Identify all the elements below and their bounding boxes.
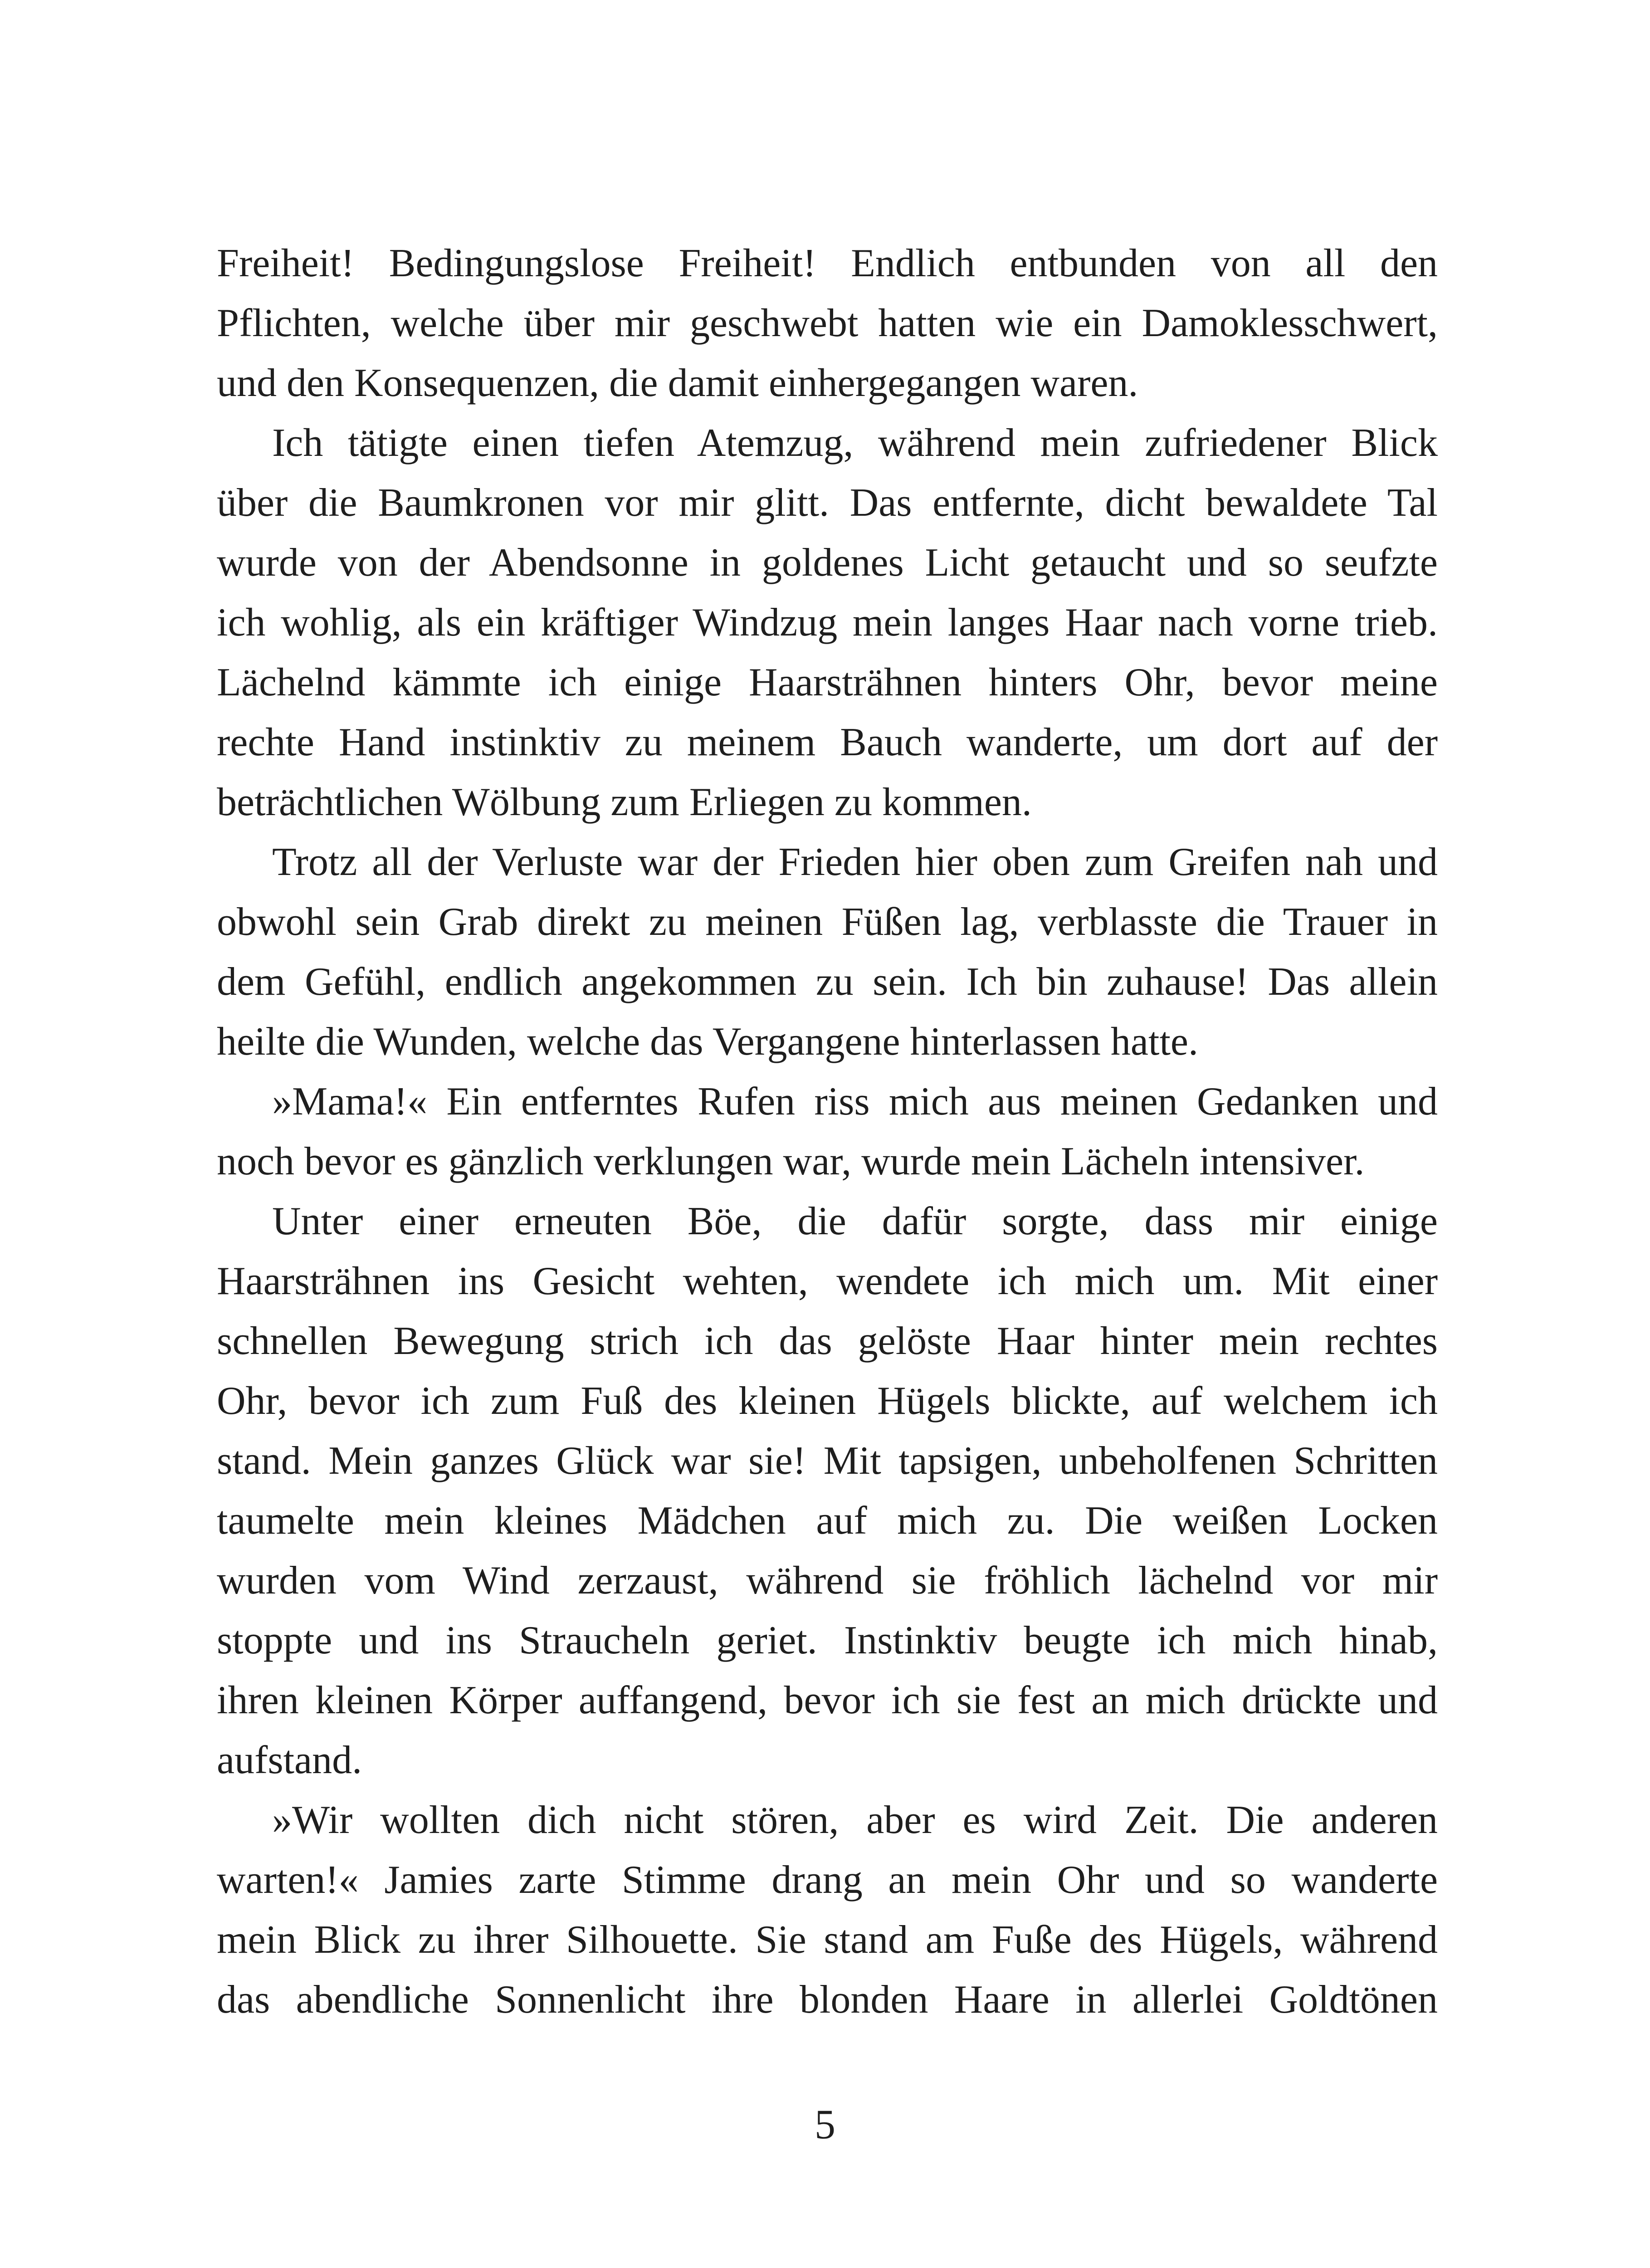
text-line: über die Baumkronen vor mir glitt. Das entfernte, dicht bewaldete Tal (217, 481, 1438, 525)
text-line: Haarsträhnen ins Gesicht wehten, wendete ich mich um. Mit einer (217, 1259, 1438, 1303)
text-line: schnellen Bewegung strich ich das gelöste Haar hinter mein rechtes (217, 1319, 1438, 1363)
text-line: stand. Mein ganzes Glück war sie! Mit tapsigen, unbeholfenen Schritten (217, 1439, 1438, 1483)
text-line: das abendliche Sonnenlicht ihre blonden Haare in allerlei Goldtönen (217, 1978, 1438, 2022)
text-line: Unter einer erneuten Böe, die dafür sorgte, dass mir einige (272, 1199, 1438, 1243)
text-line: »Wir wollten dich nicht stören, aber es wird Zeit. Die anderen (272, 1798, 1438, 1842)
text-line: mein Blick zu ihrer Silhouette. Sie stand am Fuße des Hügels, während (217, 1918, 1438, 1962)
text-line: Freiheit! Bedingungslose Freiheit! Endlich entbunden von all den (217, 241, 1438, 285)
text-line: beträchtlichen Wölbung zum Erliegen zu kommen. (217, 780, 1032, 824)
text-line: ihren kleinen Körper auffangend, bevor ich sie fest an mich drückte und (217, 1678, 1438, 1722)
text-line: Ohr, bevor ich zum Fuß des kleinen Hügels blickte, auf welchem ich (217, 1379, 1438, 1423)
page-number: 5 (815, 2101, 835, 2147)
text-line: stoppte und ins Straucheln geriet. Instinktiv beugte ich mich hinab, (217, 1618, 1438, 1662)
text-line: Lächelnd kämmte ich einige Haarsträhnen hinters Ohr, bevor meine (217, 660, 1438, 704)
text-line: warten!« Jamies zarte Stimme drang an mein Ohr und so wanderte (217, 1858, 1438, 1902)
text-line: »Mama!« Ein entferntes Rufen riss mich aus meinen Gedanken und (272, 1080, 1438, 1124)
text-line: und den Konsequenzen, die damit einhergegangen waren. (217, 361, 1138, 405)
text-line: Ich tätigte einen tiefen Atemzug, während mein zufriedener Blick (272, 421, 1438, 465)
text-line: ich wohlig, als ein kräftiger Windzug mein langes Haar nach vorne trieb. (217, 601, 1438, 645)
text-line: obwohl sein Grab direkt zu meinen Füßen lag, verblasste die Trauer in (217, 900, 1438, 944)
text-line: rechte Hand instinktiv zu meinem Bauch wanderte, um dort auf der (217, 720, 1438, 764)
text-line: wurden vom Wind zerzaust, während sie fröhlich lächelnd vor mir (217, 1559, 1438, 1603)
text-line: noch bevor es gänzlich verklungen war, wurde mein Lächeln intensiver. (217, 1139, 1365, 1183)
text-line: taumelte mein kleines Mädchen auf mich zu. Die weißen Locken (217, 1499, 1438, 1543)
text-line: wurde von der Abendsonne in goldenes Licht getaucht und so seufzte (217, 541, 1438, 585)
body-text (217, 234, 1438, 2030)
text-line: dem Gefühl, endlich angekommen zu sein. Ich bin zuhause! Das allein (217, 960, 1438, 1004)
text-line: aufstand. (217, 1738, 362, 1782)
text-line: heilte die Wunden, welche das Vergangene hinterlassen hatte. (217, 1020, 1198, 1064)
text-line: Trotz all der Verluste war der Frieden hier oben zum Greifen nah und (272, 840, 1438, 884)
text-line: Pflichten, welche über mir geschwebt hatten wie ein Damoklesschwert, (217, 301, 1438, 345)
